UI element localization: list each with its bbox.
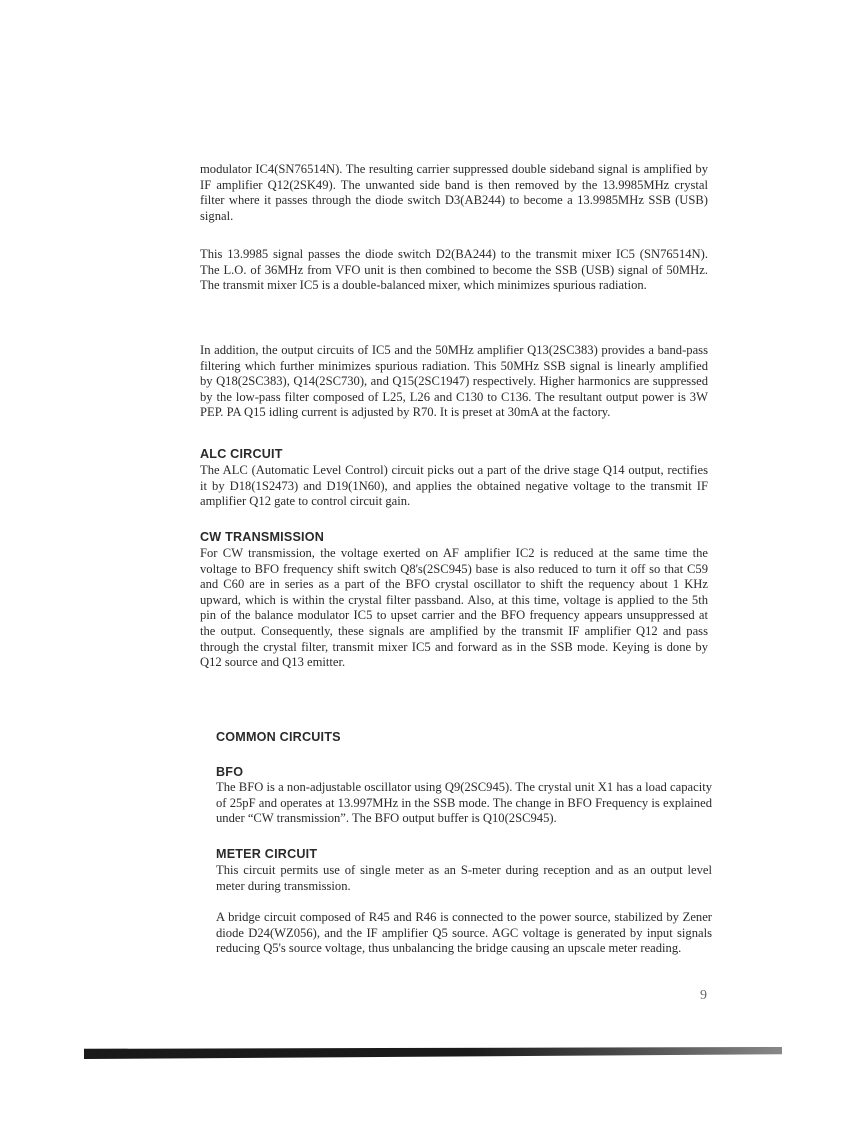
cw-heading: CW TRANSMISSION	[200, 530, 325, 544]
paragraph-meter	[216, 863, 712, 894]
paragraph-text: A bridge circuit composed of R45 and R46 is connected to the power source, stabilized by Zener diode D24(WZ056), and the IF amplifier Q5 source. AGC voltage is generated by input signals reducing Q5's source voltage, thus unbalancing the bridge causing an upscale meter reading.	[216, 910, 712, 956]
paragraph-bridge	[216, 910, 712, 957]
paragraph-output-circuits	[200, 343, 708, 421]
paragraph-text: modulator IC4(SN76514N). The resulting carrier suppressed double sideband signal is amplified by IF amplifier Q12(2SK49). The unwanted side band is then removed by the 13.9985MHz crystal filter where it passes through the diode switch D3(AB244) to become a 13.9985MHz SSB (USB) signal.	[200, 162, 708, 223]
paragraph-cw	[200, 546, 708, 671]
page-number: 9	[700, 988, 707, 1003]
paragraph-alc	[200, 463, 708, 510]
paragraph-text: The BFO is a non-adjustable oscillator using Q9(2SC945). The crystal unit X1 has a load capacity of 25pF and operates at 13.997MHz in the SSB mode. The change in BFO Frequency is explained under “CW transmission”. The BFO output buffer is Q10(2SC945).	[216, 780, 712, 826]
paragraph-modulator	[200, 162, 708, 224]
paragraph-text: The ALC (Automatic Level Control) circuit picks out a part of the drive stage Q14 output, rectifies it by D18(1S2473) and D19(1N60), and applies the obtained negative voltage to the transmit IF amplifier Q12 gate to control circuit gain.	[200, 463, 708, 509]
paragraph-text: In addition, the output circuits of IC5 and the 50MHz amplifier Q13(2SC383) provides a band-pass filtering which further minimizes spurious radiation. This 50MHz SSB signal is linearly amplified by Q18(2SC383), Q14(2SC730), and Q15(2SC1947) respectively. Higher harmonics are suppressed by the low-pass filter composed of L25, L26 and C130 to C136. The resultant output power is 3W PEP. PA Q15 idling current is adjusted by R70. It is preset at 30mA at the factory.	[200, 343, 708, 420]
bfo-heading: BFO	[216, 765, 244, 779]
common-circuits-heading: COMMON CIRCUITS	[216, 730, 341, 744]
meter-heading: METER CIRCUIT	[216, 847, 318, 861]
paragraph-text: This 13.9985 signal passes the diode switch D2(BA244) to the transmit mixer IC5 (SN76514N). The L.O. of 36MHz from VFO unit is then combined to become the SSB (USB) signal of 50MHz. The transmit mixer IC5 is a double-balanced mixer, which minimizes spurious radiation.	[200, 247, 708, 293]
footer-rule	[84, 1047, 782, 1059]
paragraph-bfo	[216, 780, 712, 827]
paragraph-transmit-mixer	[200, 247, 708, 294]
paragraph-text: This circuit permits use of single meter as an S-meter during reception and as an output level meter during transmission.	[216, 863, 712, 893]
paragraph-text: For CW transmission, the voltage exerted on AF amplifier IC2 is reduced at the same time the voltage to BFO frequency shift switch Q8's(2SC945) base is also reduced to turn it off so that C59 and C60 are in series as a part of the BFO crystal oscillator to shift the requency about 1 KHz upward, which is within the crystal filter passband. Also, at this time, voltage is applied to the 5th pin of the balance modulator IC5 to upset carrier and the BFO frequency appears unsuppressed at the output. Consequently, these signals are amplified by the transmit IF amplifier Q12 and pass through the crystal filter, transmit mixer IC5 and forward as in the SSB mode. Keying is done by Q12 source and Q13 emitter.	[200, 546, 708, 670]
alc-heading: ALC CIRCUIT	[200, 447, 283, 461]
